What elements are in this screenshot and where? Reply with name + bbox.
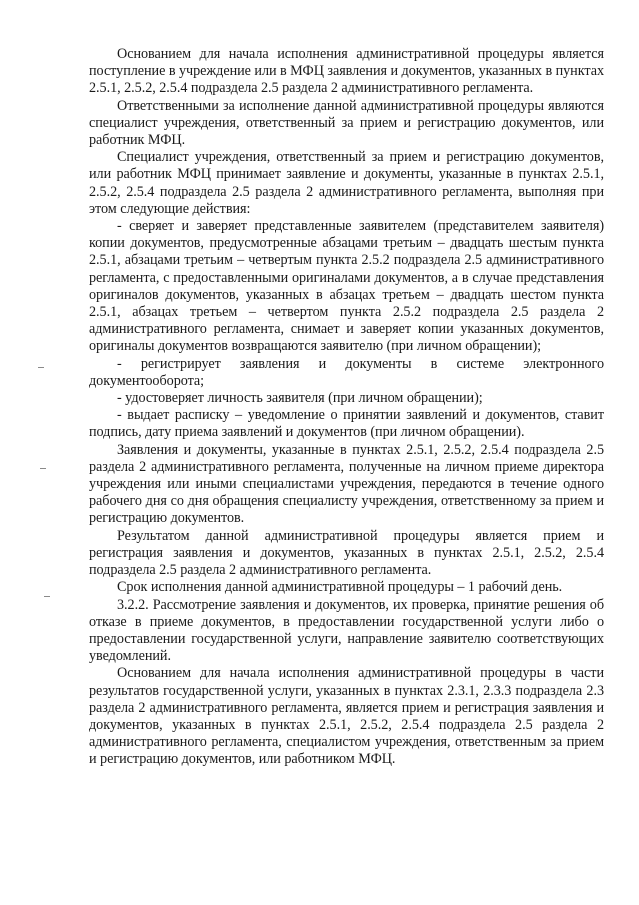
paragraph-specialist-actions: Специалист учреждения, ответственный за прием и регистрацию документов, или работник МФЦ принимает заявление и документы, указанные в пунктах 2.5.1, 2.5.2, 2.5.4 подраздела 2.5 раздела 2 административного регламента, выполняя при этом следующие действия: bbox=[89, 149, 604, 217]
paragraph-basis-for-review: Основанием для начала исполнения административной процедуры в части результатов государственной услуги, указанных в пунктах 2.3.1, 2.3.3 подраздела 2.3 раздела 2 административного регламента, является прием и регистрация заявления и документов, указанных в пунктах 2.5.1, 2.5.2, 2.5.4 подраздела 2.5 раздела 2 административного регламента, специалистом учреждения, ответственным за прием и регистрацию документов, или работником МФЦ. bbox=[89, 665, 604, 768]
list-item-verify-copies: - сверяет и заверяет представленные заявителем (представителем заявителя) копии документов, предусмотренные абзацами третьим – двадцать шестым пункта 2.5.1, абзацами третьим – четвертым пункта 2.5.2 подраздела 2.5 административного регламента, с предоставленными оригиналами документов, а в случае представления оригиналов документов, указанных в абзацах третьем – двадцать шестом пункта 2.5.1, абзацах третьем – четвертом пункта 2.5.2 подраздела 2.5 раздела 2 административного регламента, снимает и заверяет копии указанных документов, оригиналы документов возвращаются заявителю (при личном обращении); bbox=[89, 218, 604, 355]
paragraph-procedure-result: Результатом данной административной процедуры является прием и регистрация заявления и документов, указанных в пунктах 2.5.1, 2.5.2, 2.5.4 подраздела 2.5 раздела 2 административного регламента. bbox=[89, 527, 604, 579]
paragraph-section-3-2-2: 3.2.2. Рассмотрение заявления и документов, их проверка, принятие решения об отказе в приеме документов, в предоставлении государственной услуги либо о предоставлении государственной услуги, направление заявителю соответствующих уведомлений. bbox=[89, 596, 604, 665]
paragraph-responsible-persons: Ответственными за исполнение данной административной процедуры являются специалист учреждения, ответственный за прием и регистрацию документов, или работник МФЦ. bbox=[89, 97, 604, 149]
paragraph-basis-for-start: Основанием для начала исполнения административной процедуры является поступление в учреждение или в МФЦ заявления и документов, указанных в пунктах 2.5.1, 2.5.2, 2.5.4 подраздела 2.5 раздела 2 административного регламента. bbox=[89, 46, 604, 97]
scan-mark bbox=[40, 468, 46, 469]
list-item-verify-identity: - удостоверяет личность заявителя (при личном обращении); bbox=[117, 390, 483, 407]
document-page bbox=[89, 46, 604, 769]
paragraph-procedure-term: Срок исполнения данной административной процедуры – 1 рабочий день. bbox=[117, 579, 563, 596]
scan-mark bbox=[38, 367, 44, 368]
list-item-issue-receipt: - выдает расписку – уведомление о принятии заявлений и документов, ставит подпись, дату приема заявлений и документов (при личном обращении). bbox=[89, 407, 604, 441]
list-item-register-documents: - регистрирует заявления и документы в системе электронного документооборота; bbox=[89, 355, 604, 389]
paragraph-documents-transfer: Заявления и документы, указанные в пунктах 2.5.1, 2.5.2, 2.5.4 подраздела 2.5 раздела 2 административного регламента, полученные на личном приеме директора учреждения или иными специалистами учреждения, передаются в течение одного рабочего дня со дня обращения специалисту учреждения, ответственному за прием и регистрацию документов. bbox=[89, 441, 604, 527]
scan-mark bbox=[44, 596, 50, 597]
